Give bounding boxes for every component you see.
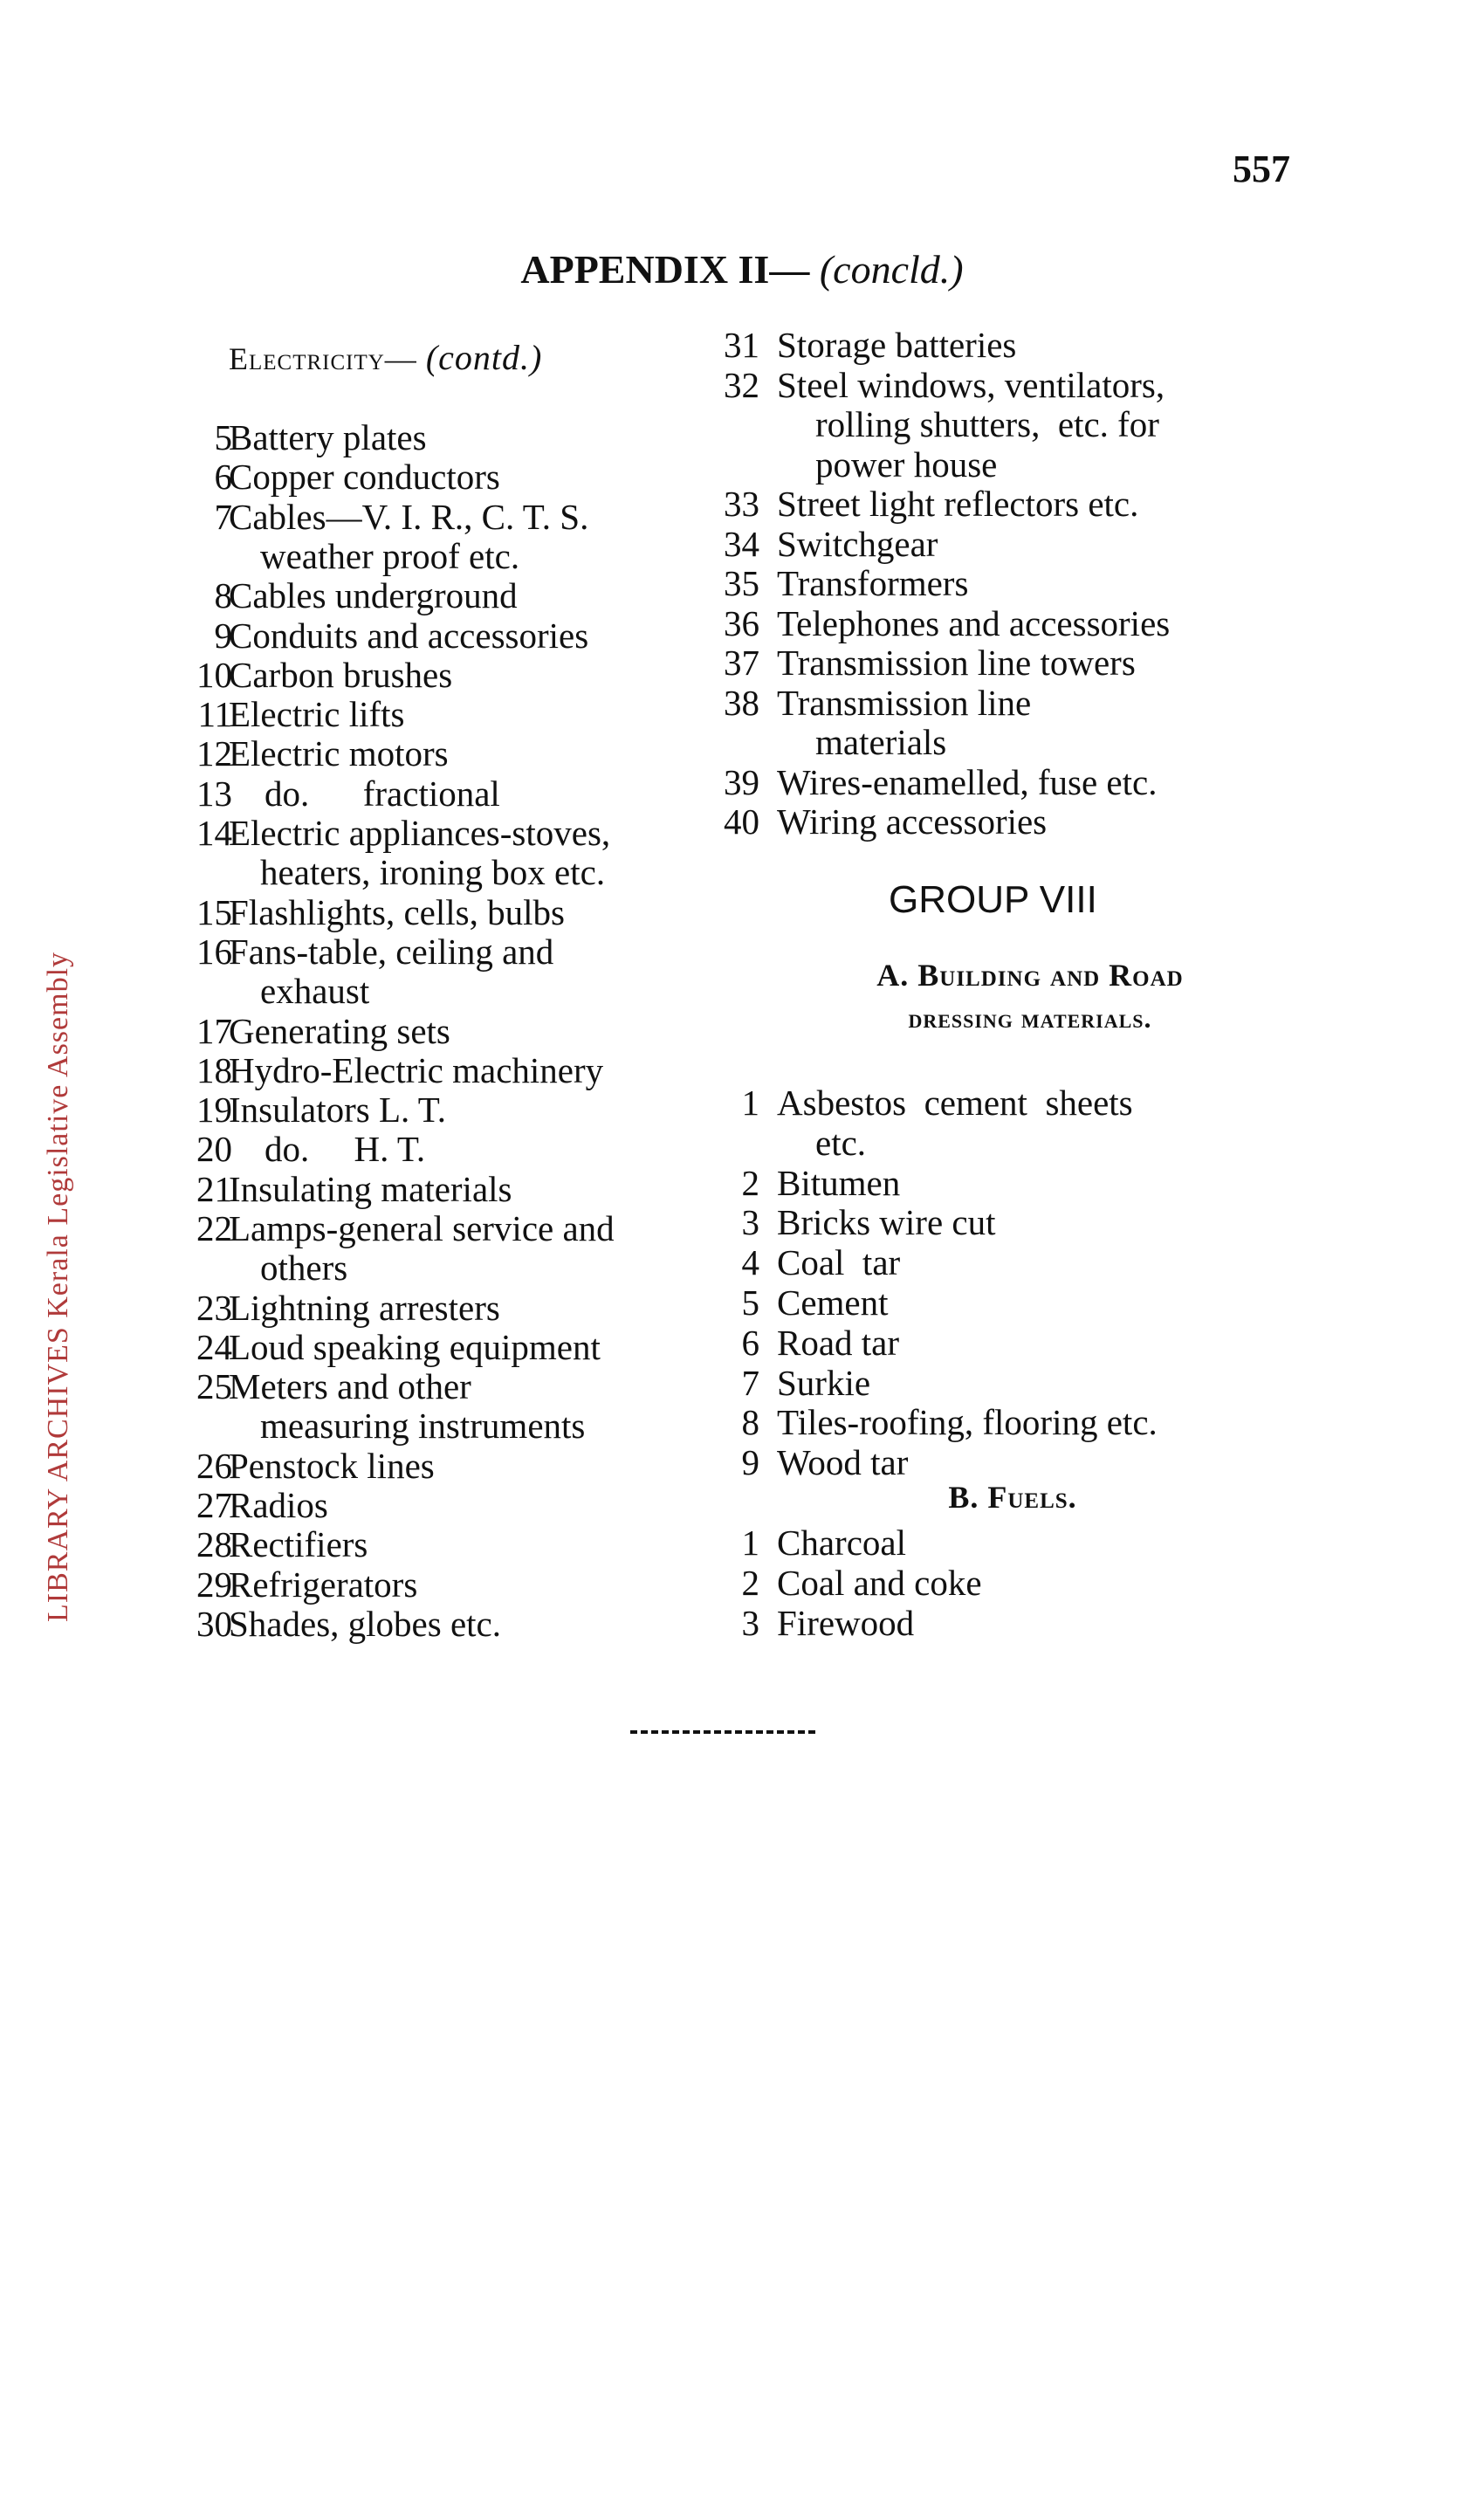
item-number: 37	[724, 643, 759, 683]
item-number: 21	[196, 1168, 232, 1209]
item-text: Road tar	[777, 1322, 900, 1363]
item-number: 11	[197, 694, 232, 735]
item-number: 30	[196, 1604, 232, 1644]
item-number: 14	[196, 813, 232, 853]
item-number: 15	[196, 891, 232, 932]
archive-watermark: LIBRARY ARCHIVES Kerala Legislative Assembly	[42, 951, 74, 1622]
item-text: Transmission line towers	[777, 643, 1136, 683]
item-number: 32	[724, 364, 759, 405]
item-text: Fans-table, ceiling and	[229, 931, 554, 972]
item-number: 31	[724, 325, 759, 365]
item-number: 7	[214, 496, 232, 537]
item-text: Refrigerators	[229, 1564, 418, 1605]
item-text: Steel windows, ventilators,	[777, 364, 1165, 405]
item-text: Lightning arresters	[229, 1287, 500, 1328]
item-number: 3	[741, 1603, 759, 1643]
item-text: Cement	[777, 1282, 889, 1323]
item-text: Insulators L. T.	[229, 1090, 447, 1131]
item-text: Generating sets	[229, 1010, 450, 1051]
item-text: Transmission line	[777, 682, 1032, 723]
item-number: 3	[741, 1202, 759, 1243]
item-text: Hydro-Electric machinery	[229, 1049, 604, 1090]
item-text: Transformers	[777, 563, 969, 603]
item-number: 18	[196, 1049, 232, 1090]
item-text: Loud speaking equipment	[229, 1326, 601, 1367]
item-number: 10	[196, 654, 232, 695]
item-number: 20	[196, 1129, 232, 1170]
electricity-heading-main: Electricity—	[229, 341, 417, 376]
item-text-continued: measuring instruments	[260, 1406, 586, 1447]
item-number: 19	[196, 1090, 232, 1131]
item-text-continued: power house	[815, 443, 998, 485]
item-number: 7	[741, 1362, 759, 1403]
item-text: Penstock lines	[229, 1445, 435, 1486]
item-number: 4	[741, 1242, 759, 1283]
item-number: 38	[724, 682, 759, 723]
section-b-heading: B. Fuels.	[948, 1480, 1077, 1515]
item-text: Wires-enamelled, fuse etc.	[777, 761, 1158, 802]
item-number: 26	[196, 1445, 232, 1486]
item-number: 1	[741, 1523, 759, 1563]
item-text: Coal tar	[777, 1242, 901, 1283]
item-text-continued: others	[260, 1248, 348, 1289]
item-text-continued: etc.	[815, 1122, 867, 1163]
item-text: Electric lifts	[229, 694, 405, 735]
item-text: Cables underground	[229, 575, 518, 616]
item-text: Storage batteries	[777, 325, 1017, 365]
item-number: 8	[741, 1402, 759, 1443]
item-text-continued: exhaust	[260, 971, 370, 1012]
item-number: 24	[196, 1326, 232, 1367]
item-text: Electric appliances-stoves,	[229, 813, 611, 853]
page-title	[0, 246, 1484, 292]
electricity-heading-suffix: (contd.)	[425, 338, 543, 377]
item-number: 17	[196, 1010, 232, 1051]
item-number: 9	[214, 615, 232, 656]
item-text: Lamps-general service and	[229, 1208, 615, 1248]
item-text: Telephones and accessories	[777, 602, 1171, 643]
item-text: Firewood	[777, 1603, 915, 1643]
item-text: Wiring accessories	[777, 801, 1048, 842]
item-text: Switchgear	[777, 523, 938, 564]
item-text: Flashlights, cells, bulbs	[229, 891, 565, 932]
item-text: Tiles-roofing, flooring etc.	[777, 1402, 1158, 1443]
item-number: 29	[196, 1564, 232, 1605]
item-number: 6	[214, 457, 232, 498]
item-text: Bricks wire cut	[777, 1202, 996, 1243]
item-text: Radios	[229, 1485, 328, 1526]
item-number: 5	[741, 1282, 759, 1323]
item-number: 8	[214, 575, 232, 616]
item-number: 39	[724, 761, 759, 802]
title-main: APPENDIX II—	[520, 247, 810, 292]
item-number: 6	[741, 1322, 759, 1363]
title-suffix: (concld.)	[819, 247, 964, 292]
item-text: Battery plates	[229, 417, 427, 457]
section-a-heading-line1: A. Building and Road	[876, 958, 1184, 993]
item-text-continued: heaters, ironing box etc.	[260, 852, 606, 893]
item-number: 28	[196, 1524, 232, 1565]
item-number: 36	[724, 602, 759, 643]
item-number: 34	[724, 523, 759, 564]
electricity-heading	[229, 337, 542, 378]
item-number: 40	[724, 801, 759, 842]
item-number: 5	[214, 417, 232, 457]
item-text: Bitumen	[777, 1162, 901, 1203]
item-text-continued: materials	[815, 722, 947, 762]
page-number: 557	[1233, 148, 1290, 190]
section-a-heading-line2: dressing materials.	[908, 1002, 1152, 1034]
item-number: 22	[196, 1208, 232, 1248]
item-text-continued: weather proof etc.	[260, 535, 520, 576]
item-text: Asbestos cement sheets	[777, 1083, 1133, 1123]
item-text: Carbon brushes	[229, 654, 453, 695]
item-number: 35	[724, 563, 759, 603]
item-text: do. H. T.	[229, 1129, 426, 1170]
item-number: 2	[741, 1162, 759, 1203]
item-number: 2	[741, 1563, 759, 1603]
item-text: Charcoal	[777, 1523, 906, 1563]
item-text: Cables—V. I. R., C. T. S.	[229, 496, 589, 537]
item-text: Street light reflectors etc.	[777, 484, 1139, 524]
item-number: 16	[196, 931, 232, 972]
item-number: 1	[741, 1083, 759, 1123]
item-text: Electric motors	[229, 733, 449, 774]
item-text: Insulating materials	[229, 1168, 512, 1209]
group-heading: GROUP VIII	[889, 878, 1097, 921]
item-number: 27	[196, 1485, 232, 1526]
end-rule	[630, 1730, 815, 1734]
item-number: 23	[196, 1287, 232, 1328]
item-number: 12	[196, 733, 232, 774]
item-text: Wood tar	[777, 1442, 909, 1483]
item-text: Coal and coke	[777, 1563, 982, 1603]
item-text: Rectifiers	[229, 1524, 368, 1565]
item-text: Conduits and accessories	[229, 615, 589, 656]
item-number: 13	[196, 773, 232, 814]
item-text: Copper conductors	[229, 457, 500, 498]
item-number: 25	[196, 1366, 232, 1407]
item-text: Meters and other	[229, 1366, 471, 1407]
item-text: Surkie	[777, 1362, 871, 1403]
item-text: do. fractional	[229, 773, 500, 814]
item-text: Shades, globes etc.	[229, 1604, 501, 1644]
item-text-continued: rolling shutters, etc. for	[815, 404, 1159, 444]
item-number: 9	[741, 1442, 759, 1483]
item-number: 33	[724, 484, 759, 524]
